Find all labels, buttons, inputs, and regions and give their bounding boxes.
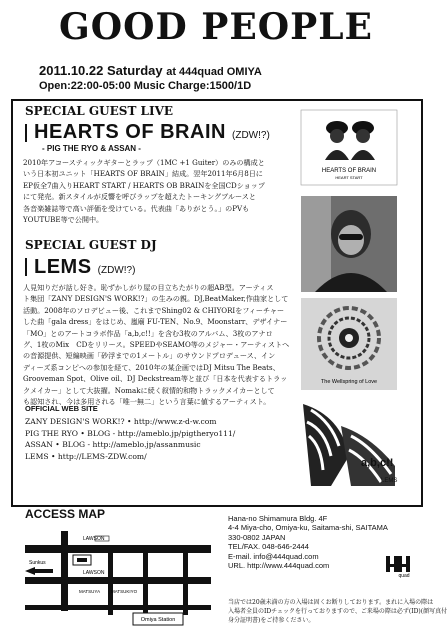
artist-photo-art <box>301 196 397 292</box>
dj-body-line: クメイカー」として大抜擢。Nomakに続く叙情的和物トラックメイカーとして <box>23 385 275 395</box>
notice-line: 当店では20歳未満の方の入場は固くお断りしております。まれに入場の際は <box>228 599 434 606</box>
artist-photo <box>301 196 397 292</box>
map-label-sunkus: Sunkus <box>29 560 46 566</box>
dj-body-line: ディーズ系コンピへの参加を経て、2010年の某企画ではDJ Mitsu The Beats、 <box>23 362 280 372</box>
map-label-lawson-mid: LAWSON <box>83 570 105 576</box>
live-body-line: 各音楽雑誌等で高い評価を受けている。代表曲「ありがとう。」のPVも <box>23 203 250 213</box>
cd-cover-art <box>301 110 397 185</box>
dj-body-line: した曲「gala dress」をはじめ、嵐廟 FU-TEN、No.9、Moonstarr、デザイナー <box>23 317 288 327</box>
map-label-station: Omiya Station <box>140 617 176 623</box>
zebra-artwork <box>301 396 397 490</box>
map-road <box>108 545 113 615</box>
web-links <box>25 416 235 462</box>
cd-cover-text1: HEARTS OF BRAIN <box>321 168 377 174</box>
map-label-matsuya: MATSUYA <box>79 589 101 594</box>
event-date-line <box>39 63 262 78</box>
dj-artist-tag: (ZDW!?) <box>97 265 136 276</box>
map-label-matsukiyo: MATSUKIYO <box>111 589 138 594</box>
web-link[interactable]: ZANY DESIGN'S WORK!? • http://www.z-d-w.com <box>25 417 217 426</box>
access-heading: ACCESS MAP <box>25 507 106 521</box>
live-artist-name: HEARTS OF BRAIN <box>34 121 226 143</box>
access-map <box>23 527 213 627</box>
dj-body-line: 「MO」とのアートコラボ作品「a,b,c!!」を含む3枚のアルバム、3枚のアナロ <box>23 328 273 338</box>
dj-body-line: も認知され、今は多用される「唯一無二」という言葉に値するアーティスト。 <box>23 397 271 407</box>
dj-artist-name: LEMS <box>34 256 92 278</box>
dj-body-line: Grooveman Spot、Olive oil、DJ Deckstream等と並び「日本を代表するトラッ <box>23 374 288 384</box>
dj-bar <box>25 258 27 276</box>
live-body <box>23 157 293 225</box>
live-artist-tag: (ZDW!?) <box>232 130 270 141</box>
dj-body-line: 人見知りだが話し好き。恥ずかしがり屋の目立ちたがりの超AB型。アーティス <box>23 283 274 292</box>
live-body-line: にて発売。新スタイルが反響を呼びラップを超えたトーキングブルースと <box>23 192 256 202</box>
album-artwork <box>301 298 397 390</box>
map-road <box>143 545 148 615</box>
address-line: 4-4 Miya-cho, Omiya-ku, Saitama-shi, SAITAMA <box>228 523 388 533</box>
live-body-line: EP仮全7曲入りHEART START / HEARTS OB BRAINを全国CDショップ <box>23 180 265 190</box>
address-line: 330-0802 JAPAN <box>228 532 286 542</box>
map-road <box>183 545 188 615</box>
cd-cover-text2: HEART START <box>335 175 363 180</box>
event-date: 2011.10.22 Saturday <box>39 63 163 78</box>
event-hours: Open:22:00-05:00 Music Charge:1500/1D <box>39 80 252 92</box>
dj-body-line: 活動。2008年のソロデビュー後、これまでShing02 & CHIYORIをフィーチャー <box>23 305 285 315</box>
web-heading: OFFICIAL WEB SITE <box>25 404 98 413</box>
venue-address <box>228 514 388 570</box>
dj-body <box>23 282 293 407</box>
dj-artist <box>34 256 135 279</box>
map-road <box>61 531 68 611</box>
address-email[interactable]: E-mail. info@444quad.com <box>228 551 319 561</box>
event-venue: at 444quad OMIYA <box>166 66 262 78</box>
address-tel: TEL/FAX. 048-646-2444 <box>228 542 309 552</box>
zebra-sub: LEMS <box>381 478 398 484</box>
dj-body-line: ト集団「ZANY DESIGN'S WORK!?」の生みの親。DJ,BeatMaker,作曲家として <box>23 294 289 304</box>
notice-line: 身分証明書)をご持参ください。 <box>228 617 315 624</box>
dj-heading: SPECIAL GUEST DJ <box>25 238 157 252</box>
album-text: The Wellspring of Love <box>320 379 378 385</box>
notice-line: 入場者全員のIDチェックを行っておりますので、ご来場の際は必ず(ID)(顔写真付 <box>228 608 447 615</box>
live-heading: SPECIAL GUEST LIVE <box>25 104 174 118</box>
live-members: - PIG THE RYO & ASSAN - <box>42 144 141 153</box>
logo-text: quad <box>398 573 410 579</box>
address-url[interactable]: URL. http://www.444quad.com <box>228 561 330 571</box>
map-road <box>25 605 211 610</box>
live-body-line: 2010年アコースティックギターとラップ（1MC +1 Guiter）のみの構成と <box>23 158 265 167</box>
venue-logo <box>386 556 422 578</box>
age-notice <box>228 598 447 625</box>
map-label-lawson-top: LAWSON <box>83 536 105 542</box>
cd-cover-image <box>301 110 397 185</box>
live-artist <box>34 121 270 144</box>
zebra-artwork-art <box>301 396 397 490</box>
live-body-line: いう日本初ユニット「HEARTS OF BRAIN」結成。翌年2011年6月8日に <box>23 169 263 179</box>
live-bar <box>25 124 27 142</box>
web-link[interactable]: PIG THE RYO • BLOG - http://ameblo.jp/pigtheryo111/ <box>25 428 236 438</box>
zebra-text: a,b,c!! <box>361 457 394 469</box>
dj-body-line: の音源提供、短編映画「砂浮までの1メートル」のサウンドプロデュース、イン <box>23 351 276 361</box>
flyer-title: GOOD PEOPLE <box>59 6 373 48</box>
live-body-line: YOUTUBE等で公開中。 <box>23 215 104 225</box>
web-link[interactable]: ASSAN • BLOG - http://ameblo.jp/assanmusic <box>25 440 201 449</box>
web-link[interactable]: LEMS • http://LEMS-ZDW.com/ <box>25 451 147 461</box>
address-line: Hana-no Shimamura Bldg. 4F <box>228 514 328 523</box>
album-artwork-art <box>301 298 397 390</box>
dj-body-line: グ、1枚のMix CDをリリース。SPEEDやSEAMO等のメジャー・アーティストへ <box>23 340 290 350</box>
